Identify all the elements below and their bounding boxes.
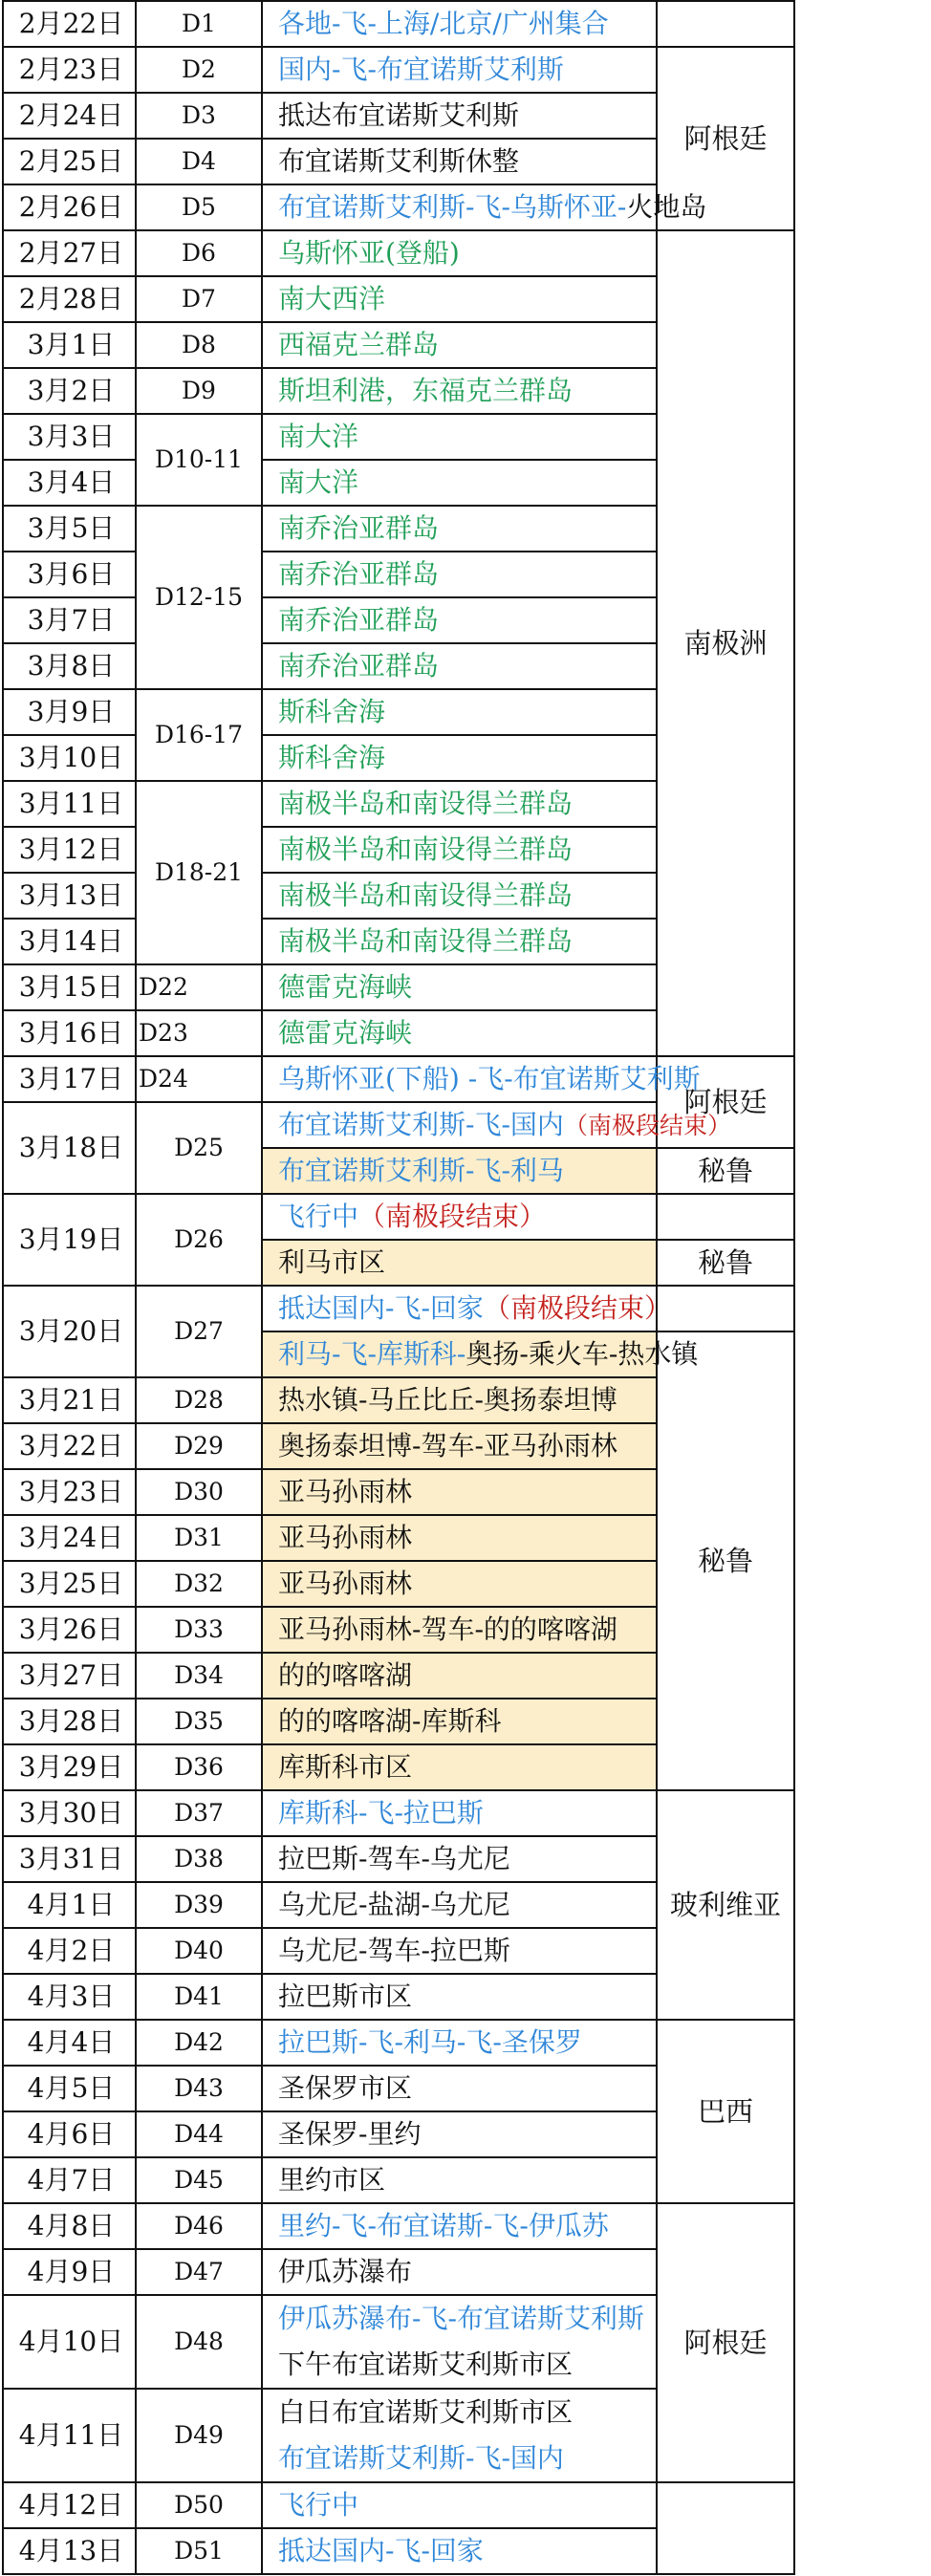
description-cell [262, 276, 657, 322]
description-segment: 南极半岛和南设得兰群岛 [278, 788, 574, 819]
date-cell: 3月3日 [3, 414, 136, 460]
description-cell [262, 1056, 701, 1102]
day-cell: D39 [136, 1882, 262, 1928]
day-cell: D27 [136, 1286, 262, 1377]
description-cell [262, 1148, 657, 1194]
day-cell: D48 [136, 2295, 262, 2389]
description-segment: 国内-飞-布宜诺斯艾利斯 [278, 54, 564, 85]
day-cell: D22 [136, 964, 262, 1010]
description-segment: 西福克兰群岛 [278, 329, 440, 360]
date-cell: 3月9日 [3, 689, 136, 735]
date-cell: 3月4日 [3, 460, 136, 506]
date-cell: 2月24日 [3, 93, 136, 139]
day-cell: D12-15 [136, 506, 262, 689]
country-cell: 阿根廷 [657, 2203, 794, 2482]
description-cell [262, 2157, 657, 2203]
description-segment: 南乔治亚群岛 [278, 558, 440, 590]
date-cell: 3月25日 [3, 1561, 136, 1607]
description-segment: 布宜诺斯艾利斯-飞-国内 [278, 1108, 564, 1140]
date-cell: 3月26日 [3, 1607, 136, 1653]
description-cell [262, 230, 657, 276]
date-cell: 3月29日 [3, 1744, 136, 1790]
description-cell [262, 139, 657, 184]
description-segment: 奥扬泰坦博-驾车-亚马孙雨林 [278, 1430, 617, 1461]
day-cell: D37 [136, 1790, 262, 1836]
description-segment: 亚马孙雨林 [278, 1476, 413, 1507]
day-cell: D7 [136, 276, 262, 322]
day-cell: D46 [136, 2203, 262, 2249]
description-segment: 亚马孙雨林 [278, 1568, 413, 1599]
description-cell [262, 643, 657, 689]
day-cell: D36 [136, 1744, 262, 1790]
description-cell [262, 1377, 657, 1423]
date-cell: 3月7日 [3, 597, 136, 643]
country-cell [657, 1, 794, 47]
description-segment: 德雷克海峡 [278, 971, 413, 1003]
description-segment: 拉巴斯-飞-利马-飞-圣保罗 [278, 2026, 582, 2058]
description-cell [262, 1882, 657, 1928]
description-cell [262, 460, 657, 506]
day-cell: D35 [136, 1699, 262, 1744]
day-cell: D18-21 [136, 781, 262, 964]
description-segment: 乌斯怀亚(登船) [278, 237, 460, 269]
description-segment: 南大洋 [278, 421, 359, 452]
date-cell: 4月10日 [3, 2295, 136, 2389]
description-segment: 伊瓜苏瀑布-飞-布宜诺斯艾利斯 [278, 2303, 644, 2334]
description-segment: 抵达布宜诺斯艾利斯 [278, 99, 520, 131]
description-segment: 圣保罗市区 [278, 2072, 413, 2104]
description-segment: 飞行中 [278, 1201, 359, 1232]
description-segment: 下午布宜诺斯艾利斯市区 [278, 2349, 574, 2380]
description-segment: 南极半岛和南设得兰群岛 [278, 833, 574, 865]
date-cell: 3月18日 [3, 1102, 136, 1194]
date-cell: 3月1日 [3, 322, 136, 368]
date-cell: 3月5日 [3, 506, 136, 552]
description-segment: 布宜诺斯艾利斯-飞-乌斯怀亚- [278, 191, 627, 223]
description-segment: 库斯科市区 [278, 1751, 413, 1783]
day-cell: D6 [136, 230, 262, 276]
description-cell [262, 506, 657, 552]
description-cell [262, 322, 657, 368]
description-segment: 抵达国内-飞-回家 [278, 2535, 484, 2566]
description-segment: 斯科舍海 [278, 696, 386, 727]
day-cell: D30 [136, 1469, 262, 1515]
description-cell [262, 1515, 657, 1561]
description-cell [262, 1286, 671, 1331]
description-segment: 利马市区 [278, 1246, 386, 1278]
itinerary-row [3, 2482, 794, 2528]
date-cell: 4月9日 [3, 2249, 136, 2295]
description-segment: 火地岛 [626, 191, 707, 223]
date-cell: 3月28日 [3, 1699, 136, 1744]
day-cell: D38 [136, 1836, 262, 1882]
description-segment: 亚马孙雨林-驾车-的的喀喀湖 [278, 1613, 617, 1645]
description-segment: 伊瓜苏瀑布 [278, 2256, 413, 2287]
description-segment: 的的喀喀湖 [278, 1659, 413, 1691]
description-segment: 利马-飞-库斯科- [278, 1338, 466, 1370]
description-cell [262, 1102, 731, 1148]
description-cell [262, 368, 657, 414]
description-segment: 斯科舍海 [278, 742, 386, 773]
description-segment: 乌尤尼-驾车-拉巴斯 [278, 1935, 510, 1966]
description-cell [262, 597, 657, 643]
date-cell: 2月28日 [3, 276, 136, 322]
day-cell: D41 [136, 1974, 262, 2020]
country-cell [657, 2482, 794, 2574]
day-cell: D51 [136, 2528, 262, 2574]
date-cell: 3月17日 [3, 1056, 136, 1102]
day-cell: D1 [136, 1, 262, 47]
date-cell: 3月8日 [3, 643, 136, 689]
day-cell: D49 [136, 2389, 262, 2482]
description-segment: 里约市区 [278, 2164, 386, 2196]
date-cell: 3月20日 [3, 1286, 136, 1377]
description-cell [262, 1, 657, 47]
date-cell: 3月13日 [3, 873, 136, 919]
date-cell: 4月1日 [3, 1882, 136, 1928]
date-cell: 4月11日 [3, 2389, 136, 2482]
date-cell: 3月31日 [3, 1836, 136, 1882]
description-segment: 布宜诺斯艾利斯-飞-利马 [278, 1155, 564, 1186]
description-segment: 乌尤尼-盐湖-乌尤尼 [278, 1889, 510, 1920]
description-cell [262, 2111, 657, 2157]
date-cell: 2月26日 [3, 184, 136, 230]
description-segment: （南极段结束） [358, 1201, 547, 1232]
description-segment: 热水镇-马丘比丘-奥扬泰坦博 [278, 1384, 617, 1416]
country-cell: 巴西 [657, 2020, 794, 2203]
country-cell: 玻利维亚 [657, 1790, 794, 2020]
date-cell: 4月8日 [3, 2203, 136, 2249]
day-cell: D34 [136, 1653, 262, 1699]
description-segment: 南大洋 [278, 466, 359, 498]
description-segment: （南极段结束） [563, 1111, 731, 1139]
description-segment: 南极半岛和南设得兰群岛 [278, 879, 574, 911]
date-cell: 3月11日 [3, 781, 136, 827]
country-cell [657, 1286, 794, 1331]
country-cell: 秘鲁 [657, 1148, 794, 1194]
day-cell: D4 [136, 139, 262, 184]
day-cell: D31 [136, 1515, 262, 1561]
itinerary-row [3, 2020, 794, 2066]
description-cell [262, 1331, 699, 1377]
description-cell [262, 414, 657, 460]
day-cell: D45 [136, 2157, 262, 2203]
date-cell: 3月6日 [3, 552, 136, 597]
country-cell: 南极洲 [657, 230, 794, 1056]
day-cell: D33 [136, 1607, 262, 1653]
date-cell: 4月6日 [3, 2111, 136, 2157]
description-segment: 南大西洋 [278, 283, 386, 314]
description-segment: 飞行中 [278, 2489, 359, 2521]
description-cell [262, 1194, 657, 1240]
date-cell: 2月27日 [3, 230, 136, 276]
description-cell [262, 1744, 657, 1790]
description-segment: 里约-飞-布宜诺斯-飞-伊瓜苏 [278, 2210, 609, 2241]
itinerary-row [3, 47, 794, 93]
description-cell [262, 1928, 657, 1974]
date-cell: 3月14日 [3, 919, 136, 964]
day-cell: D2 [136, 47, 262, 93]
description-segment: 南乔治亚群岛 [278, 604, 440, 636]
description-cell [262, 873, 657, 919]
country-cell [657, 1194, 794, 1240]
date-cell: 3月24日 [3, 1515, 136, 1561]
description-cell [262, 1607, 657, 1653]
description-cell [262, 1790, 657, 1836]
description-cell [262, 1974, 657, 2020]
itinerary-row [3, 1790, 794, 1836]
description-cell [262, 2066, 657, 2111]
date-cell: 3月30日 [3, 1790, 136, 1836]
date-cell: 3月10日 [3, 735, 136, 781]
day-cell: D26 [136, 1194, 262, 1286]
day-cell: D9 [136, 368, 262, 414]
description-segment: 南乔治亚群岛 [278, 650, 440, 682]
description-cell [262, 47, 657, 93]
description-segment: （南极段结束） [483, 1292, 671, 1324]
day-cell: D8 [136, 322, 262, 368]
description-segment: 乌斯怀亚(下船) -飞-布宜诺斯艾利斯 [278, 1063, 701, 1094]
description-segment: 布宜诺斯艾利斯-飞-国内 [278, 2442, 564, 2474]
day-cell: D5 [136, 184, 262, 230]
description-cell [262, 781, 657, 827]
day-cell: D43 [136, 2066, 262, 2111]
description-cell [262, 919, 657, 964]
description-segment: 白日布宜诺斯艾利斯市区 [278, 2396, 574, 2428]
description-cell [262, 2389, 657, 2482]
date-cell: 3月23日 [3, 1469, 136, 1515]
description-cell [262, 1836, 657, 1882]
description-segment: 圣保罗-里约 [278, 2118, 422, 2150]
description-cell [262, 1699, 657, 1744]
date-cell: 2月22日 [3, 1, 136, 47]
country-cell: 阿根廷 [657, 1056, 794, 1148]
day-cell: D47 [136, 2249, 262, 2295]
itinerary-row [3, 1286, 794, 1331]
description-cell [262, 2482, 657, 2528]
description-segment: 布宜诺斯艾利斯休整 [278, 145, 520, 177]
description-cell [262, 2295, 657, 2389]
description-segment: 抵达国内-飞-回家 [278, 1292, 484, 1324]
day-cell: D32 [136, 1561, 262, 1607]
itinerary-table [2, 0, 795, 2575]
country-cell: 秘鲁 [657, 1240, 794, 1286]
date-cell: 3月27日 [3, 1653, 136, 1699]
description-cell [262, 1423, 657, 1469]
description-segment: 德雷克海峡 [278, 1017, 413, 1049]
date-cell: 3月21日 [3, 1377, 136, 1423]
day-cell: D50 [136, 2482, 262, 2528]
date-cell: 3月12日 [3, 827, 136, 873]
description-cell [262, 1240, 657, 1286]
day-cell: D3 [136, 93, 262, 139]
description-cell [262, 689, 657, 735]
date-cell: 4月3日 [3, 1974, 136, 2020]
date-cell: 3月2日 [3, 368, 136, 414]
description-cell [262, 1561, 657, 1607]
itinerary-row [3, 1194, 794, 1240]
date-cell: 3月16日 [3, 1010, 136, 1056]
description-cell [262, 964, 657, 1010]
description-cell [262, 552, 657, 597]
date-cell: 4月12日 [3, 2482, 136, 2528]
description-cell [262, 2249, 657, 2295]
description-segment: 奥扬-乘火车-热水镇 [466, 1338, 699, 1370]
description-cell [262, 1653, 657, 1699]
itinerary-row [3, 1, 794, 47]
day-cell: D23 [136, 1010, 262, 1056]
description-cell [262, 735, 657, 781]
description-cell [262, 93, 657, 139]
description-cell [262, 2020, 657, 2066]
description-cell [262, 1010, 657, 1056]
country-cell: 秘鲁 [657, 1331, 794, 1790]
description-segment: 南乔治亚群岛 [278, 512, 440, 544]
itinerary-row [3, 1056, 794, 1102]
description-cell [262, 184, 707, 230]
date-cell: 3月22日 [3, 1423, 136, 1469]
description-segment: 拉巴斯-驾车-乌尤尼 [278, 1843, 510, 1874]
day-cell: D29 [136, 1423, 262, 1469]
description-cell [262, 2528, 657, 2574]
day-cell: D24 [136, 1056, 262, 1102]
day-cell: D25 [136, 1102, 262, 1194]
date-cell: 4月5日 [3, 2066, 136, 2111]
itinerary-row [3, 230, 794, 276]
day-cell: D44 [136, 2111, 262, 2157]
description-segment: 斯坦利港，东福克兰群岛 [278, 375, 574, 406]
day-cell: D28 [136, 1377, 262, 1423]
country-cell: 阿根廷 [657, 47, 794, 230]
date-cell: 4月13日 [3, 2528, 136, 2574]
date-cell: 4月7日 [3, 2157, 136, 2203]
date-cell: 3月15日 [3, 964, 136, 1010]
description-segment: 南极半岛和南设得兰群岛 [278, 925, 574, 957]
day-cell: D10-11 [136, 414, 262, 506]
itinerary-row [3, 2203, 794, 2249]
day-cell: D42 [136, 2020, 262, 2066]
date-cell: 2月25日 [3, 139, 136, 184]
description-segment: 各地-飞-上海/北京/广州集合 [278, 8, 609, 39]
description-segment: 库斯科-飞-拉巴斯 [278, 1797, 484, 1829]
day-cell: D16-17 [136, 689, 262, 781]
description-segment: 拉巴斯市区 [278, 1981, 413, 2012]
date-cell: 4月2日 [3, 1928, 136, 1974]
description-cell [262, 827, 657, 873]
date-cell: 2月23日 [3, 47, 136, 93]
description-cell [262, 2203, 657, 2249]
date-cell: 4月4日 [3, 2020, 136, 2066]
description-cell [262, 1469, 657, 1515]
date-cell: 3月19日 [3, 1194, 136, 1286]
description-segment: 亚马孙雨林 [278, 1522, 413, 1553]
description-segment: 的的喀喀湖-库斯科 [278, 1705, 502, 1737]
day-cell: D40 [136, 1928, 262, 1974]
